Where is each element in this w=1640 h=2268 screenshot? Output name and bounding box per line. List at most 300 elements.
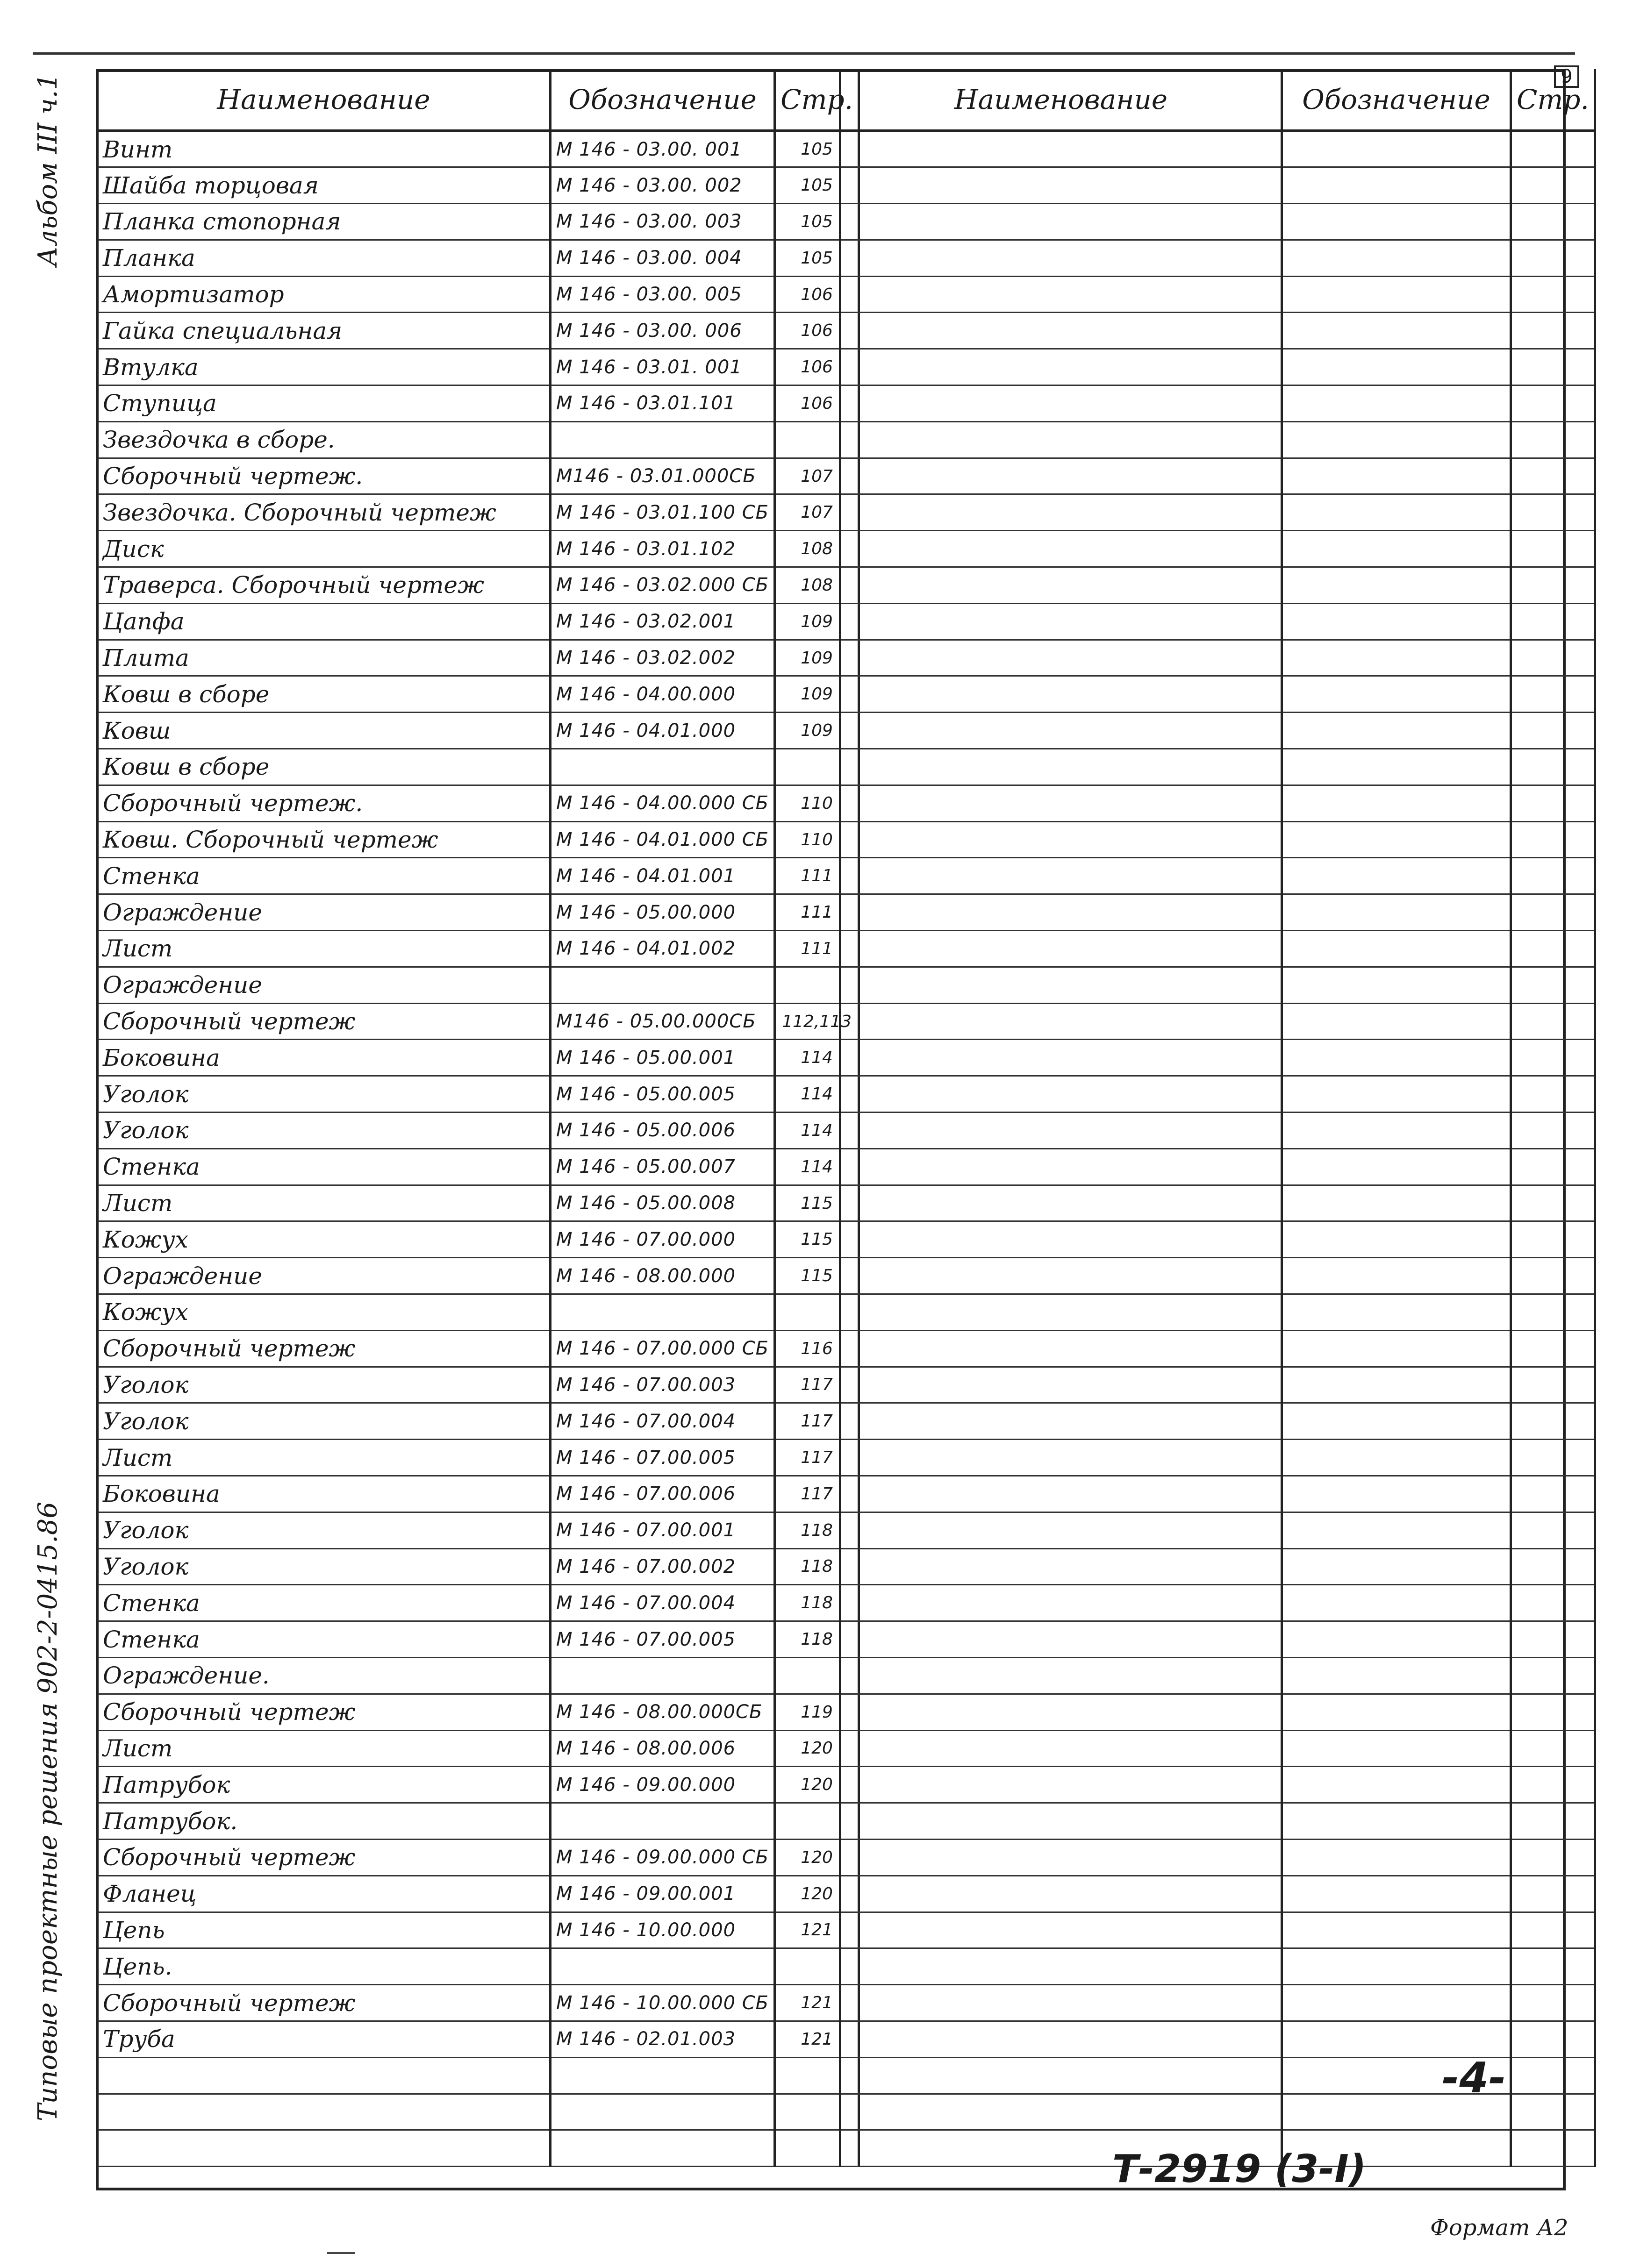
table-row [97, 1040, 859, 1076]
empty-cell [1282, 131, 1511, 167]
empty-cell [840, 1403, 1282, 1440]
empty-row [840, 1803, 1595, 1840]
empty-cell [1511, 349, 1595, 385]
empty-cell [840, 458, 1282, 494]
empty-row [840, 1258, 1595, 1294]
empty-cell [840, 676, 1282, 713]
empty-row [840, 1076, 1595, 1113]
empty-row [840, 1113, 1595, 1149]
item-page: 121 [775, 1985, 859, 2021]
item-name: Стенка [97, 1621, 551, 1658]
empty-row [840, 1694, 1595, 1730]
empty-cell [840, 931, 1282, 967]
empty-cell [1282, 749, 1511, 785]
table-row [97, 1294, 859, 1331]
empty-cell [1511, 385, 1595, 422]
table-row [97, 1330, 859, 1367]
item-page: 105 [775, 131, 859, 167]
empty-cell [1282, 1440, 1511, 1476]
empty-row [840, 967, 1595, 1003]
side-series-label: Типовые проектные решения 902-2-0415.86 [33, 1501, 63, 2121]
empty-cell [1511, 1803, 1595, 1840]
table-row [97, 1476, 859, 1512]
table-row [97, 494, 859, 531]
item-page: 114 [775, 1040, 859, 1076]
empty-cell [1511, 749, 1595, 785]
item-designation: M 146 - 10.00.000 СБ [551, 1985, 775, 2021]
empty-cell [840, 1076, 1282, 1113]
empty-cell [840, 1912, 1282, 1948]
empty-cell [840, 276, 1282, 313]
empty-cell [840, 385, 1282, 422]
empty-cell [1511, 1221, 1595, 1258]
empty-row [840, 713, 1595, 749]
document-number: Т-2919 (3-I) [1112, 2147, 1367, 2191]
item-page: 108 [775, 531, 859, 567]
contents-table-left [96, 69, 860, 2167]
empty-cell [1511, 967, 1595, 1003]
empty-cell [840, 785, 1282, 821]
empty-cell [1282, 894, 1511, 931]
empty-cell [840, 821, 1282, 858]
empty-row [840, 749, 1595, 785]
empty-cell [1511, 1040, 1595, 1076]
side-album-label: Альбом III ч.1 [33, 73, 63, 266]
empty-row [840, 1621, 1595, 1658]
item-page: 110 [775, 821, 859, 858]
item-page: 110 [775, 785, 859, 821]
empty-row [840, 603, 1595, 640]
item-designation [551, 1657, 775, 1694]
empty-row [840, 313, 1595, 349]
empty-cell [1511, 1512, 1595, 1548]
item-name: Ковш. Сборочный чертеж [97, 821, 551, 858]
empty-cell [1282, 785, 1511, 821]
page-number: -4- [1442, 2054, 1506, 2103]
empty-row [840, 1730, 1595, 1767]
empty-row [840, 167, 1595, 204]
empty-row [840, 821, 1595, 858]
item-designation [551, 2130, 775, 2167]
item-designation: M 146 - 07.00.003 [551, 1367, 775, 1403]
item-designation: M 146 - 03.00. 001 [551, 131, 775, 167]
empty-cell [1511, 1148, 1595, 1185]
empty-cell [1282, 603, 1511, 640]
empty-cell [1282, 1912, 1511, 1948]
empty-cell [840, 2057, 1282, 2094]
empty-row [840, 1040, 1595, 1076]
item-name: Фланец [97, 1876, 551, 1912]
item-designation: M 146 - 04.01.000 СБ [551, 821, 775, 858]
item-name: Сборочный чертеж [97, 1985, 551, 2021]
empty-cell [840, 894, 1282, 931]
empty-cell [840, 1185, 1282, 1221]
empty-row [840, 1912, 1595, 1948]
item-designation: M 146 - 04.01.002 [551, 931, 775, 967]
table-row [97, 603, 859, 640]
item-designation: M 146 - 05.00.008 [551, 1185, 775, 1221]
item-name: Труба [97, 2021, 551, 2057]
empty-cell [840, 1367, 1282, 1403]
empty-cell [1511, 676, 1595, 713]
table-row [97, 821, 859, 858]
empty-cell [1282, 1330, 1511, 1367]
table-row [97, 1621, 859, 1658]
empty-cell [840, 1876, 1282, 1912]
table-row [97, 313, 859, 349]
table-row [97, 1440, 859, 1476]
table-row [97, 1657, 859, 1694]
empty-cell [1282, 531, 1511, 567]
empty-cell [1511, 421, 1595, 458]
item-name: Уголок [97, 1367, 551, 1403]
item-designation: M 146 - 03.01.101 [551, 385, 775, 422]
table-row [97, 1221, 859, 1258]
item-designation: M 146 - 03.02.001 [551, 603, 775, 640]
empty-cell [1282, 421, 1511, 458]
item-designation: M 146 - 07.00.000 СБ [551, 1330, 775, 1367]
item-name: Траверса. Сборочный чертеж [97, 567, 551, 604]
empty-cell [1282, 1657, 1511, 1694]
item-designation: M 146 - 07.00.004 [551, 1585, 775, 1621]
table-row [97, 385, 859, 422]
header-designation: Обозначение [551, 69, 775, 131]
empty-row [840, 276, 1595, 313]
empty-cell [1511, 1330, 1595, 1367]
item-name: Лист [97, 1440, 551, 1476]
item-name: Боковина [97, 1476, 551, 1512]
item-designation: M 146 - 03.01. 001 [551, 349, 775, 385]
empty-cell [840, 421, 1282, 458]
item-designation: M 146 - 10.00.000 [551, 1912, 775, 1948]
empty-row [840, 204, 1595, 240]
item-page: 120 [775, 1730, 859, 1767]
empty-row [840, 349, 1595, 385]
item-name [97, 2057, 551, 2094]
empty-row [840, 458, 1595, 494]
table-row [97, 713, 859, 749]
item-name: Ступица [97, 385, 551, 422]
item-page: 106 [775, 276, 859, 313]
item-designation: M 146 - 07.00.001 [551, 1512, 775, 1548]
item-name [97, 2130, 551, 2167]
empty-cell [1511, 131, 1595, 167]
item-designation: M 146 - 07.00.000 [551, 1221, 775, 1258]
empty-cell [1282, 1803, 1511, 1840]
empty-cell [1511, 1548, 1595, 1585]
empty-row [840, 1148, 1595, 1185]
item-page: 120 [775, 1839, 859, 1876]
empty-cell [840, 313, 1282, 349]
item-name: Ковш в сборе [97, 749, 551, 785]
empty-cell [840, 640, 1282, 676]
item-name: Сборочный чертеж [97, 1694, 551, 1730]
empty-cell [1511, 1076, 1595, 1113]
item-designation [551, 2057, 775, 2094]
empty-cell [840, 1330, 1282, 1367]
empty-cell [840, 1839, 1282, 1876]
item-designation: M 146 - 03.00. 006 [551, 313, 775, 349]
table-row [97, 131, 859, 167]
item-page: 118 [775, 1621, 859, 1658]
item-designation: M146 - 03.01.000СБ [551, 458, 775, 494]
empty-cell [1282, 567, 1511, 604]
empty-cell [1282, 240, 1511, 276]
table-row [97, 1985, 859, 2021]
empty-cell [1282, 640, 1511, 676]
table-row [97, 858, 859, 894]
empty-cell [840, 1803, 1282, 1840]
empty-cell [1511, 785, 1595, 821]
table-row [97, 2057, 859, 2094]
item-name [97, 2094, 551, 2130]
empty-cell [1282, 1221, 1511, 1258]
item-name: Плита [97, 640, 551, 676]
empty-row [840, 1476, 1595, 1512]
item-page: 109 [775, 640, 859, 676]
item-designation: M 146 - 04.01.000 [551, 713, 775, 749]
item-name: Диск [97, 531, 551, 567]
empty-cell [1511, 858, 1595, 894]
item-page: 105 [775, 167, 859, 204]
item-name: Цепь. [97, 1948, 551, 1985]
table-row [97, 2130, 859, 2167]
item-designation: M 146 - 08.00.000 [551, 1258, 775, 1294]
top-border-line [33, 52, 1575, 55]
empty-cell [840, 1440, 1282, 1476]
item-name: Втулка [97, 349, 551, 385]
empty-cell [1282, 676, 1511, 713]
item-designation: M 146 - 03.02.000 СБ [551, 567, 775, 604]
header-name: Наименование [97, 69, 551, 131]
empty-cell [1511, 276, 1595, 313]
item-name: Звездочка. Сборочный чертеж [97, 494, 551, 531]
item-designation: M 146 - 07.00.002 [551, 1548, 775, 1585]
item-page: 114 [775, 1113, 859, 1149]
item-page: 109 [775, 676, 859, 713]
item-page: 106 [775, 385, 859, 422]
empty-cell [840, 1221, 1282, 1258]
item-name: Уголок [97, 1512, 551, 1548]
table-row [97, 1367, 859, 1403]
empty-cell [840, 858, 1282, 894]
table-row [97, 894, 859, 931]
empty-row [840, 931, 1595, 967]
empty-cell [1282, 313, 1511, 349]
item-designation: M 146 - 08.00.006 [551, 1730, 775, 1767]
empty-cell [1511, 1258, 1595, 1294]
empty-row [840, 494, 1595, 531]
empty-cell [840, 240, 1282, 276]
empty-row [840, 1440, 1595, 1476]
table-row [97, 1185, 859, 1221]
empty-cell [1282, 1294, 1511, 1331]
empty-cell [1511, 1476, 1595, 1512]
empty-row [840, 1948, 1595, 1985]
empty-cell [840, 2094, 1282, 2130]
item-name: Шайба торцовая [97, 167, 551, 204]
empty-cell [1282, 1040, 1511, 1076]
empty-cell [1282, 2021, 1511, 2057]
empty-cell [840, 1767, 1282, 1803]
empty-cell [840, 1294, 1282, 1331]
item-page: 112,113 [775, 1003, 859, 1040]
empty-cell [1282, 821, 1511, 858]
item-page: 111 [775, 858, 859, 894]
item-page: 117 [775, 1440, 859, 1476]
empty-cell [1282, 1403, 1511, 1440]
empty-cell [1282, 349, 1511, 385]
item-designation [551, 749, 775, 785]
empty-cell [840, 131, 1282, 167]
empty-cell [840, 1585, 1282, 1621]
empty-cell [840, 1113, 1282, 1149]
table-row [97, 785, 859, 821]
empty-cell [1282, 1585, 1511, 1621]
item-name: Лист [97, 931, 551, 967]
table-row [97, 1585, 859, 1621]
contents-table-right [839, 69, 1596, 2167]
table-row [97, 204, 859, 240]
header-page: Стр. [775, 69, 859, 131]
empty-cell [840, 1621, 1282, 1658]
empty-cell [1282, 1948, 1511, 1985]
item-name: Патрубок [97, 1767, 551, 1803]
empty-cell [1511, 1985, 1595, 2021]
table-row [97, 931, 859, 967]
empty-cell [840, 349, 1282, 385]
table-row [97, 1876, 859, 1912]
table-row [97, 676, 859, 713]
empty-row [840, 1985, 1595, 2021]
empty-cell [840, 1548, 1282, 1585]
item-designation: M 146 - 07.00.005 [551, 1440, 775, 1476]
table-row [97, 749, 859, 785]
item-name: Сборочный чертеж [97, 1003, 551, 1040]
item-designation: M 146 - 05.00.000 [551, 894, 775, 931]
empty-cell [840, 1003, 1282, 1040]
empty-cell [1511, 1657, 1595, 1694]
item-designation: M 146 - 04.00.000 СБ [551, 785, 775, 821]
empty-cell [840, 1040, 1282, 1076]
empty-cell [1282, 1258, 1511, 1294]
item-designation [551, 421, 775, 458]
empty-cell [1511, 821, 1595, 858]
item-designation: M146 - 05.00.000СБ [551, 1003, 775, 1040]
empty-cell [1511, 204, 1595, 240]
empty-cell [1511, 313, 1595, 349]
item-page: 106 [775, 313, 859, 349]
item-designation: M 146 - 05.00.005 [551, 1076, 775, 1113]
table-row [97, 2094, 859, 2130]
empty-cell [1511, 2057, 1595, 2094]
empty-cell [1511, 603, 1595, 640]
empty-row [840, 567, 1595, 604]
item-name: Ограждение [97, 967, 551, 1003]
item-designation: M 146 - 05.00.001 [551, 1040, 775, 1076]
empty-row [840, 894, 1595, 931]
empty-cell [1511, 931, 1595, 967]
item-page: 111 [775, 931, 859, 967]
item-name: Стенка [97, 1585, 551, 1621]
empty-row [840, 785, 1595, 821]
item-page: 117 [775, 1367, 859, 1403]
item-designation: M 146 - 02.01.003 [551, 2021, 775, 2057]
empty-cell [1511, 2021, 1595, 2057]
item-page: 117 [775, 1403, 859, 1440]
table-row [97, 1403, 859, 1440]
table-row [97, 1003, 859, 1040]
empty-cell [1511, 167, 1595, 204]
empty-cell [840, 1476, 1282, 1512]
empty-cell [840, 2021, 1282, 2057]
sheet-corner-number: 9 [1554, 65, 1579, 88]
item-designation: M 146 - 03.00. 002 [551, 167, 775, 204]
item-name: Боковина [97, 1040, 551, 1076]
empty-cell [840, 1657, 1282, 1694]
empty-cell [1282, 1512, 1511, 1548]
empty-cell [1282, 713, 1511, 749]
empty-cell [840, 531, 1282, 567]
item-page: 111 [775, 894, 859, 931]
header-page: Стр. [1511, 69, 1595, 131]
empty-row [840, 1221, 1595, 1258]
item-page: 109 [775, 603, 859, 640]
empty-cell [1282, 1621, 1511, 1658]
empty-cell [1282, 1367, 1511, 1403]
empty-cell [840, 167, 1282, 204]
empty-row [840, 2021, 1595, 2057]
item-name: Звездочка в сборе. [97, 421, 551, 458]
empty-cell [1511, 2130, 1595, 2167]
empty-row [840, 1294, 1595, 1331]
header-designation: Обозначение [1282, 69, 1511, 131]
empty-row [840, 1876, 1595, 1912]
empty-cell [1511, 1003, 1595, 1040]
table-row [97, 240, 859, 276]
item-designation: M 146 - 03.00. 003 [551, 204, 775, 240]
empty-row [840, 1185, 1595, 1221]
table-row [97, 167, 859, 204]
item-name: Патрубок. [97, 1803, 551, 1840]
item-name: Лист [97, 1185, 551, 1221]
empty-cell [840, 1512, 1282, 1548]
empty-cell [1282, 967, 1511, 1003]
table-header-row [97, 69, 859, 131]
item-designation: M 146 - 09.00.000 [551, 1767, 775, 1803]
table-row [97, 1912, 859, 1948]
item-name: Ковш в сборе [97, 676, 551, 713]
empty-cell [1282, 1113, 1511, 1149]
item-designation [551, 2094, 775, 2130]
item-designation: M 146 - 08.00.000СБ [551, 1694, 775, 1730]
table-row [97, 276, 859, 313]
item-page: 121 [775, 2021, 859, 2057]
empty-cell [840, 749, 1282, 785]
table-row [97, 1148, 859, 1185]
empty-cell [840, 1148, 1282, 1185]
empty-cell [1511, 240, 1595, 276]
empty-cell [1511, 1621, 1595, 1658]
table-row [97, 1839, 859, 1876]
item-page: 118 [775, 1548, 859, 1585]
item-page: 118 [775, 1512, 859, 1548]
empty-cell [1282, 1694, 1511, 1730]
item-name: Винт [97, 131, 551, 167]
empty-cell [840, 494, 1282, 531]
empty-cell [1282, 204, 1511, 240]
empty-cell [1282, 931, 1511, 967]
